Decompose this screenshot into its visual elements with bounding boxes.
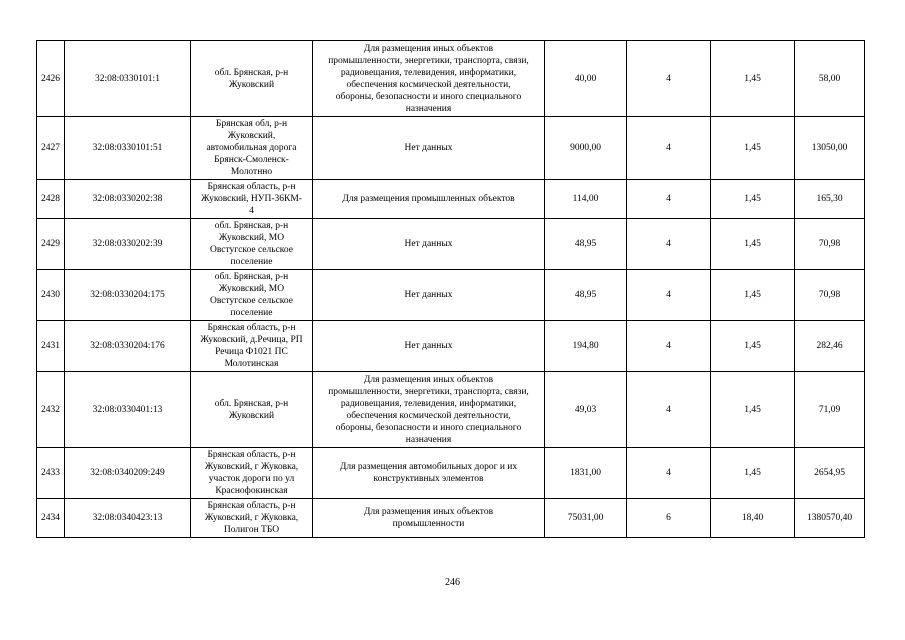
row-number-cell: 2434 <box>37 499 65 538</box>
table-row <box>37 41 865 117</box>
cadastral-number-cell: 32:08:0330101:1 <box>65 41 191 117</box>
rate-cell: 18,40 <box>711 499 795 538</box>
table-row <box>37 270 865 321</box>
cadastral-value-cell: 70,98 <box>795 219 865 270</box>
cadastral-number-cell: 32:08:0330101:51 <box>65 117 191 180</box>
row-number-cell: 2429 <box>37 219 65 270</box>
area-cell: 194,80 <box>545 321 627 372</box>
page-number: 246 <box>445 577 460 588</box>
group-cell: 4 <box>627 372 711 448</box>
table-row <box>37 219 865 270</box>
rate-cell: 1,45 <box>711 448 795 499</box>
permitted-use-cell: Нет данных <box>313 117 545 180</box>
row-number-cell: 2427 <box>37 117 65 180</box>
rate-cell: 1,45 <box>711 270 795 321</box>
cadastral-number-cell: 32:08:0330401:13 <box>65 372 191 448</box>
rate-cell: 1,45 <box>711 321 795 372</box>
group-cell: 4 <box>627 219 711 270</box>
cadastral-value-cell: 58,00 <box>795 41 865 117</box>
permitted-use-cell: Для размещения иных объектов промышленности <box>313 499 545 538</box>
group-cell: 4 <box>627 448 711 499</box>
cadastral-value-cell: 71,09 <box>795 372 865 448</box>
row-number-cell: 2430 <box>37 270 65 321</box>
rate-cell: 1,45 <box>711 117 795 180</box>
cadastral-value-cell: 1380570,40 <box>795 499 865 538</box>
table-row <box>37 499 865 538</box>
area-cell: 49,03 <box>545 372 627 448</box>
area-cell: 75031,00 <box>545 499 627 538</box>
permitted-use-cell: Для размещения иных объектов промышленности, энергетики, транспорта, связи, радиовещания, телевидения, информатики, обеспечения космической деятельности, обороны, безопасности и иного специального назначения <box>313 372 545 448</box>
area-cell: 114,00 <box>545 180 627 219</box>
address-cell: Брянская область, р-н Жуковский, г Жуковка, участок дороги по ул Краснофокинская <box>191 448 313 499</box>
area-cell: 9000,00 <box>545 117 627 180</box>
rate-cell: 1,45 <box>711 372 795 448</box>
address-cell: обл. Брянская, р-н Жуковский, МО Овстугское сельское поселение <box>191 270 313 321</box>
row-number-cell: 2426 <box>37 41 65 117</box>
permitted-use-cell: Нет данных <box>313 321 545 372</box>
area-cell: 1831,00 <box>545 448 627 499</box>
group-cell: 4 <box>627 321 711 372</box>
cadastral-value-cell: 70,98 <box>795 270 865 321</box>
permitted-use-cell: Нет данных <box>313 270 545 321</box>
area-cell: 48,95 <box>545 219 627 270</box>
cadastral-value-cell: 2654,95 <box>795 448 865 499</box>
cadastral-number-cell: 32:08:0330204:175 <box>65 270 191 321</box>
rate-cell: 1,45 <box>711 219 795 270</box>
permitted-use-cell: Для размещения иных объектов промышленности, энергетики, транспорта, связи, радиовещания, телевидения, информатики, обеспечения космической деятельности, обороны, безопасности и иного специального назначения <box>313 41 545 117</box>
table-row <box>37 448 865 499</box>
group-cell: 4 <box>627 180 711 219</box>
cadastral-number-cell: 32:08:0330202:38 <box>65 180 191 219</box>
address-cell: обл. Брянская, р-н Жуковский <box>191 372 313 448</box>
address-cell: обл. Брянская, р-н Жуковский, МО Овстугское сельское поселение <box>191 219 313 270</box>
group-cell: 4 <box>627 117 711 180</box>
row-number-cell: 2432 <box>37 372 65 448</box>
row-number-cell: 2428 <box>37 180 65 219</box>
cadastral-number-cell: 32:08:0340209:249 <box>65 448 191 499</box>
area-cell: 40,00 <box>545 41 627 117</box>
group-cell: 6 <box>627 499 711 538</box>
table-row <box>37 372 865 448</box>
table-body <box>37 41 865 538</box>
cadastral-value-table <box>36 40 865 538</box>
cadastral-number-cell: 32:08:0330204:176 <box>65 321 191 372</box>
table-row <box>37 180 865 219</box>
rate-cell: 1,45 <box>711 41 795 117</box>
permitted-use-cell: Для размещения автомобильных дорог и их конструктивных элементов <box>313 448 545 499</box>
row-number-cell: 2433 <box>37 448 65 499</box>
group-cell: 4 <box>627 41 711 117</box>
address-cell: Брянская область, р-н Жуковский, д.Речица, РП Речица Ф1021 ПС Молотинская <box>191 321 313 372</box>
row-number-cell: 2431 <box>37 321 65 372</box>
rate-cell: 1,45 <box>711 180 795 219</box>
table-row <box>37 321 865 372</box>
cadastral-value-cell: 13050,00 <box>795 117 865 180</box>
address-cell: обл. Брянская, р-н Жуковский <box>191 41 313 117</box>
cadastral-value-cell: 165,30 <box>795 180 865 219</box>
table-row <box>37 117 865 180</box>
cadastral-value-cell: 282,46 <box>795 321 865 372</box>
address-cell: Брянская обл, р-н Жуковский, автомобильная дорога Брянск-Смоленск- Молотнно <box>191 117 313 180</box>
address-cell: Брянская область, р-н Жуковский, НУП-36КМ- 4 <box>191 180 313 219</box>
area-cell: 48,95 <box>545 270 627 321</box>
cadastral-number-cell: 32:08:0330202:39 <box>65 219 191 270</box>
group-cell: 4 <box>627 270 711 321</box>
cadastral-number-cell: 32:08:0340423:13 <box>65 499 191 538</box>
permitted-use-cell: Нет данных <box>313 219 545 270</box>
permitted-use-cell: Для размещения промышленных объектов <box>313 180 545 219</box>
address-cell: Брянская область, р-н Жуковский, г Жуковка, Полигон ТБО <box>191 499 313 538</box>
